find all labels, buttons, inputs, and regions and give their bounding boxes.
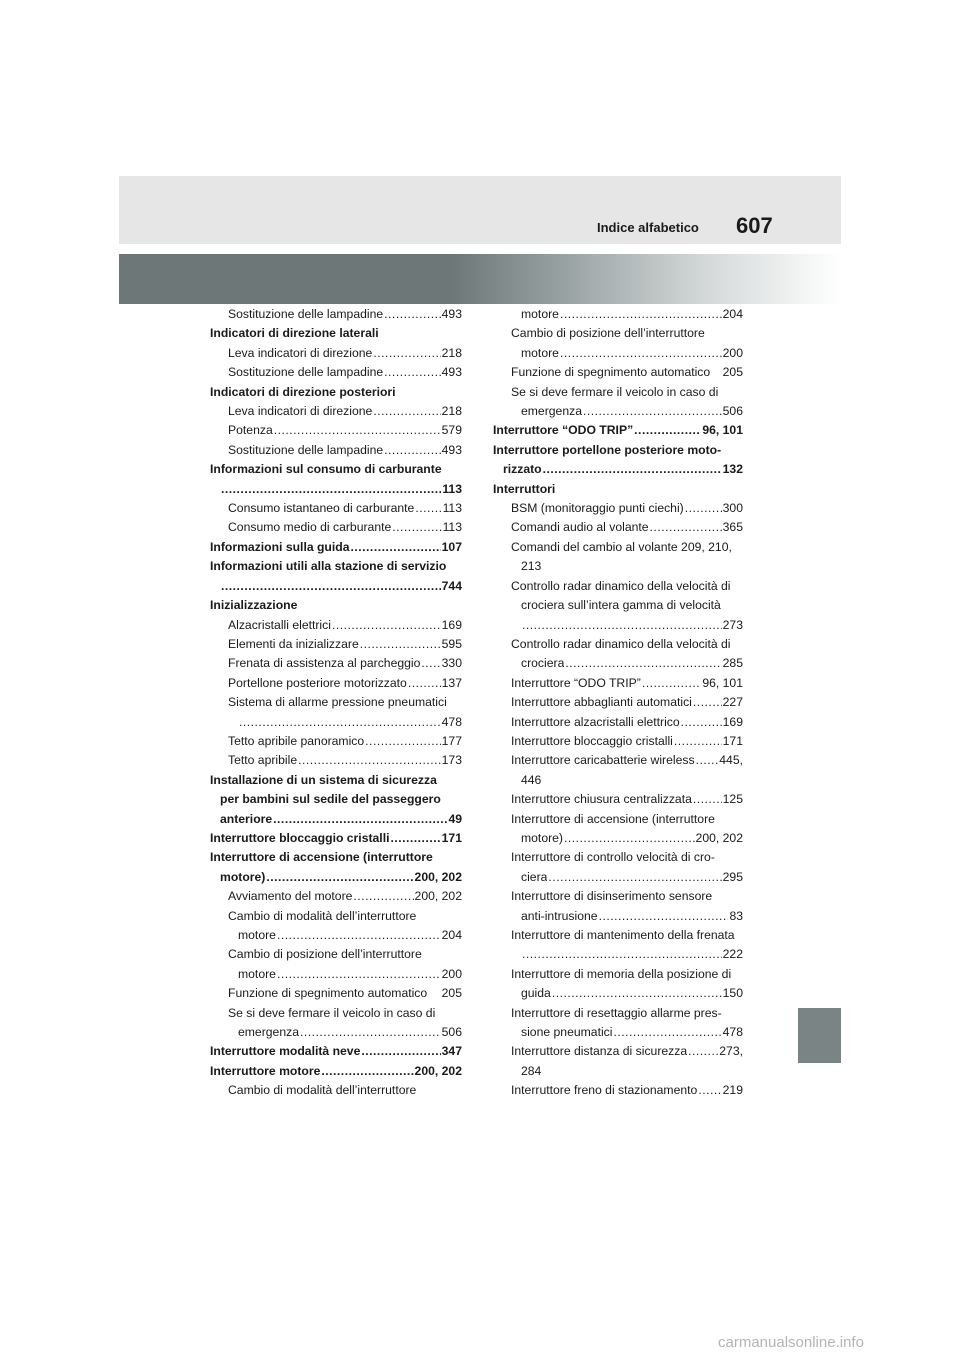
index-entry-page: 113 xyxy=(442,501,462,516)
dot-leader xyxy=(273,810,447,829)
index-entry-label: per bambini sul sedile del passeggero xyxy=(220,792,441,807)
index-entry xyxy=(493,790,743,809)
index-entry-label: Interruttore di disinserimento sensore xyxy=(511,889,713,904)
index-entry xyxy=(493,984,743,1003)
index-entry-page: 205 xyxy=(441,986,462,1001)
index-entry-page: 125 xyxy=(722,792,743,807)
dot-leader xyxy=(392,518,441,537)
index-entry xyxy=(210,732,462,751)
dot-leader xyxy=(564,829,695,848)
index-entry-page: 171 xyxy=(441,830,462,845)
index-entry xyxy=(210,1042,462,1061)
index-entry xyxy=(493,751,743,770)
index-entry xyxy=(493,868,743,887)
index-entry-page: 595 xyxy=(441,636,462,651)
index-entry-label: motore xyxy=(238,966,276,981)
dot-leader xyxy=(298,751,441,770)
index-entry-label: Interruttore “ODO TRIP” xyxy=(511,675,641,690)
index-entry-page: 365 xyxy=(722,520,743,535)
index-entry-page: 219 xyxy=(722,1083,743,1098)
index-entry-label: 213 xyxy=(521,559,542,574)
index-entry-label: Cambio di posizione dell’interruttore xyxy=(228,947,422,962)
index-entry-label: Interruttore di mantenimento della frenata xyxy=(511,928,735,942)
index-entry-page: 204 xyxy=(722,307,743,321)
index-entry xyxy=(210,713,462,732)
index-entry xyxy=(210,421,462,440)
index-entry xyxy=(210,616,462,635)
index-entry-label: Comandi del cambio al volante 209, 210, xyxy=(511,539,732,554)
index-entry xyxy=(210,887,462,906)
section-thumb-tab xyxy=(798,1008,841,1063)
index-entry-label: motore xyxy=(521,307,559,321)
index-entry xyxy=(210,1062,462,1081)
dot-leader xyxy=(239,713,441,732)
index-entry-page: 445, xyxy=(719,753,743,768)
index-entry-label: motore xyxy=(521,345,559,360)
index-entry-label: Informazioni sul consumo di carburante xyxy=(210,462,442,477)
index-entry-label: Cambio di modalità dell’interruttore xyxy=(228,1083,417,1098)
index-entry xyxy=(493,1004,743,1023)
dot-leader xyxy=(321,1062,413,1081)
index-entry xyxy=(493,383,743,402)
dot-leader xyxy=(373,344,440,363)
index-entry-label: Interruttore abbaglianti automatici xyxy=(511,695,692,710)
index-entry-page: 330 xyxy=(441,656,462,671)
index-entry-label: Interruttore alzacristalli elettrico xyxy=(511,714,680,729)
index-entry xyxy=(210,654,462,673)
index-entry-label: Informazioni sulla guida xyxy=(210,539,350,554)
index-entry-page: 169 xyxy=(441,617,462,632)
index-entry-label: Interruttore bloccaggio cristalli xyxy=(210,830,390,845)
index-entry-label: Consumo istantaneo di carburante xyxy=(228,501,415,516)
index-entry xyxy=(210,868,462,887)
index-entry xyxy=(493,577,743,596)
index-entry-label: sione pneumatici xyxy=(521,1025,613,1040)
index-entry xyxy=(210,810,462,829)
index-entry-page: 137 xyxy=(441,675,462,690)
index-entry-page: 300 xyxy=(722,501,743,516)
index-entry xyxy=(493,518,743,537)
index-entry xyxy=(493,848,743,867)
index-entry-page: 177 xyxy=(441,733,462,748)
dot-leader xyxy=(583,402,722,421)
index-entry xyxy=(493,616,743,635)
index-entry-label: Avviamento del motore xyxy=(228,889,353,904)
index-entry xyxy=(493,305,743,324)
index-entry-page: 83 xyxy=(729,908,743,923)
index-entry-label: Cambio di modalità dell’interruttore xyxy=(228,908,417,923)
index-entry xyxy=(493,732,743,751)
index-entry xyxy=(210,693,462,712)
index-entry xyxy=(493,460,743,479)
index-entry-label: Frenata di assistenza al parcheggio xyxy=(228,656,421,671)
dot-leader xyxy=(522,616,722,635)
header-band xyxy=(119,176,841,244)
index-entry xyxy=(493,557,743,576)
dot-leader xyxy=(548,868,721,887)
dot-leader xyxy=(565,654,721,673)
dot-leader xyxy=(221,577,441,596)
index-entry xyxy=(210,907,462,926)
section-title: Indice alfabetico xyxy=(597,220,699,235)
index-entry-label: Indicatori di direzione posteriori xyxy=(210,384,396,399)
index-entry-label: BSM (monitoraggio punti ciechi) xyxy=(511,501,684,516)
index-entry xyxy=(493,945,743,964)
index-entry-page: 493 xyxy=(441,442,462,457)
dot-leader xyxy=(221,480,441,499)
dot-leader xyxy=(522,945,722,964)
dot-leader xyxy=(693,693,722,712)
index-column-left xyxy=(210,305,462,1101)
index-entry-label: Interruttore distanza di sicurezza xyxy=(511,1044,688,1059)
index-entry xyxy=(493,1062,743,1081)
index-entry xyxy=(493,441,743,460)
index-entry-label: Inizializzazione xyxy=(210,598,298,613)
index-entry xyxy=(210,441,462,460)
index-entry xyxy=(493,887,743,906)
index-entry-label: Interruttore chiusura centralizzata xyxy=(511,792,692,807)
index-entry-label: guida xyxy=(521,986,551,1001)
index-entry-label: Tetto apribile xyxy=(228,753,298,768)
dot-leader xyxy=(353,887,413,906)
index-entry-label: Controllo radar dinamico della velocità di xyxy=(511,578,731,593)
index-entry xyxy=(493,771,743,790)
index-entry xyxy=(493,965,743,984)
dot-leader xyxy=(421,654,440,673)
dot-leader xyxy=(277,926,441,945)
index-entry-page: 200 xyxy=(441,966,462,981)
index-entry xyxy=(210,480,462,499)
index-entry-label: Interruttore di accensione (interruttore xyxy=(210,850,433,865)
index-entry xyxy=(493,713,743,732)
index-entry xyxy=(210,577,462,596)
index-entry xyxy=(493,810,743,829)
index-entry-page: 107 xyxy=(441,539,462,554)
dot-leader xyxy=(642,674,702,693)
index-entry-page: 218 xyxy=(441,345,462,360)
index-entry xyxy=(210,674,462,693)
dot-leader xyxy=(384,441,441,460)
index-entry-page: 478 xyxy=(722,1025,743,1040)
index-entry-label: Sostituzione delle lampadine xyxy=(228,307,384,321)
dot-leader xyxy=(332,616,441,635)
dot-leader xyxy=(266,868,413,887)
index-entry-label: Sostituzione delle lampadine xyxy=(228,442,384,457)
dot-leader xyxy=(384,363,441,382)
index-entry-label: Interruttore di resettaggio allarme pres- xyxy=(511,1005,722,1020)
index-entry-label: Interruttore motore xyxy=(210,1063,321,1078)
index-entry xyxy=(493,1023,743,1042)
index-entry xyxy=(210,1004,462,1023)
index-entry xyxy=(493,363,743,382)
index-entry xyxy=(493,635,743,654)
index-entry xyxy=(210,848,462,867)
index-entry-page: 493 xyxy=(441,307,462,321)
index-entry xyxy=(210,402,462,421)
index-entry xyxy=(210,518,462,537)
index-entry xyxy=(210,538,462,557)
dot-leader xyxy=(681,713,722,732)
index-entry-label: Interruttore modalità neve xyxy=(210,1044,361,1059)
dot-leader xyxy=(560,305,722,324)
index-entry xyxy=(210,305,462,324)
index-entry-label: Funzione di spegnimento automatico xyxy=(511,365,711,380)
dot-leader xyxy=(650,518,722,537)
index-entry-page: 96, 101 xyxy=(702,423,743,438)
index-entry xyxy=(493,344,743,363)
dot-leader xyxy=(390,829,440,848)
index-entry-label: Se si deve fermare il veicolo in caso di xyxy=(511,384,719,399)
dot-leader xyxy=(384,305,441,324)
index-entry-label: 446 xyxy=(521,772,542,787)
watermark: carmanualsonline.info xyxy=(718,1334,864,1351)
index-entry-page: 200, 202 xyxy=(414,889,462,904)
index-entry-page: 285 xyxy=(722,656,743,671)
index-entry xyxy=(493,907,743,926)
index-entry xyxy=(493,402,743,421)
index-entry-label: Alzacristalli elettrici xyxy=(228,617,331,632)
index-entry xyxy=(493,1081,743,1100)
dot-leader xyxy=(560,344,722,363)
index-entry xyxy=(493,538,743,557)
dot-leader xyxy=(365,732,440,751)
index-entry xyxy=(210,751,462,770)
index-entry-label: Interruttore di memoria della posizione di xyxy=(511,966,732,981)
index-entry xyxy=(210,596,462,615)
index-entry-label: Cambio di posizione dell’interruttore xyxy=(511,326,705,341)
index-entry xyxy=(493,926,743,945)
index-entry xyxy=(210,344,462,363)
index-entry-page: 506 xyxy=(722,404,743,419)
dot-leader xyxy=(543,460,722,479)
index-entry-label: Controllo radar dinamico della velocità di xyxy=(511,636,731,651)
index-entry-page: 113 xyxy=(442,520,462,535)
index-entry-page: 173 xyxy=(441,753,462,768)
dot-leader xyxy=(360,635,441,654)
dot-leader xyxy=(613,1023,721,1042)
index-entry-page: 347 xyxy=(441,1044,462,1059)
index-entry xyxy=(210,557,462,576)
index-entry-page: 227 xyxy=(722,695,743,710)
index-entry-label: crociera xyxy=(521,656,565,671)
index-entry-label: crociera sull’intera gamma di velocità xyxy=(521,598,721,613)
index-entry-page: 218 xyxy=(441,404,462,419)
index-entry xyxy=(210,499,462,518)
dot-leader xyxy=(674,732,722,751)
index-entry-page: 200, 202 xyxy=(695,830,743,845)
index-entry-label: anti-intrusione xyxy=(521,908,598,923)
index-entry-label: emergenza xyxy=(238,1025,299,1040)
index-entry xyxy=(493,480,743,499)
index-entry-label: rizzato xyxy=(503,462,542,477)
index-entry-page: 49 xyxy=(448,811,462,826)
index-entry-label: ciera xyxy=(521,869,548,884)
index-entry-label: Comandi audio al volante xyxy=(511,520,649,535)
index-entry-label: Interruttore freno di stazionamento xyxy=(511,1083,698,1098)
index-entry xyxy=(493,499,743,518)
index-entry-label: Interruttore di accensione (interruttore xyxy=(511,811,715,826)
dot-leader xyxy=(415,499,441,518)
index-entry-label: Consumo medio di carburante xyxy=(228,520,392,535)
index-entry-label: Leva indicatori di direzione xyxy=(228,345,373,360)
index-entry-label: Interruttori xyxy=(493,481,556,496)
index-entry xyxy=(493,654,743,673)
index-entry-page: 171 xyxy=(722,733,743,748)
index-entry xyxy=(493,596,743,615)
index-entry xyxy=(493,324,743,343)
index-entry-label: Interruttore portellone posteriore moto- xyxy=(493,442,722,457)
index-entry-page: 579 xyxy=(441,423,462,438)
index-entry-page: 113 xyxy=(442,481,462,496)
index-entry xyxy=(210,945,462,964)
index-entry xyxy=(493,829,743,848)
index-entry-label: Sistema di allarme pressione pneumatici xyxy=(228,695,447,710)
index-entry-page: 506 xyxy=(441,1025,462,1040)
index-entry-label: Funzione di spegnimento automatico xyxy=(228,986,428,1001)
index-entry-label: Interruttore “ODO TRIP” xyxy=(493,423,634,438)
index-entry-page: 96, 101 xyxy=(702,675,743,690)
index-column-right xyxy=(493,305,743,1101)
index-entry xyxy=(210,965,462,984)
index-entry-label: Tetto apribile panoramico xyxy=(228,733,365,748)
dot-leader xyxy=(277,965,441,984)
index-entry-label: Elementi da inizializzare xyxy=(228,636,359,651)
dot-leader xyxy=(634,421,701,440)
index-entry-label: Installazione di un sistema di sicurezza xyxy=(210,772,437,787)
index-entry-label: Interruttore bloccaggio cristalli xyxy=(511,733,673,748)
index-entry-label: motore xyxy=(238,928,276,942)
index-entry-label: Potenza xyxy=(228,423,273,438)
decorative-gradient-bar xyxy=(119,254,841,304)
index-entry-page: 200 xyxy=(722,345,743,360)
dot-leader xyxy=(351,538,441,557)
index-entry-page: 478 xyxy=(441,714,462,729)
index-entry-page: 273, xyxy=(719,1044,743,1059)
dot-leader xyxy=(693,790,722,809)
index-entry-label: motore) xyxy=(220,869,266,884)
dot-leader xyxy=(698,1081,721,1100)
index-entry-label: Se si deve fermare il veicolo in caso di xyxy=(228,1005,436,1020)
index-entry-page: 200, 202 xyxy=(414,1063,462,1078)
index-entry-label: emergenza xyxy=(521,404,582,419)
index-entry xyxy=(210,790,462,809)
index-entry-page: 273 xyxy=(722,617,743,632)
index-entry-page: 150 xyxy=(722,986,743,1001)
index-entry-page: 744 xyxy=(441,578,462,593)
index-entry-label: Indicatori di direzione laterali xyxy=(210,326,379,341)
index-entry xyxy=(210,383,462,402)
index-entry-label: Sostituzione delle lampadine xyxy=(228,365,384,380)
dot-leader xyxy=(361,1042,440,1061)
dot-leader xyxy=(688,1042,718,1061)
index-entry-label: anteriore xyxy=(220,811,273,826)
index-entry-page: 204 xyxy=(441,928,462,942)
index-entry-label: motore) xyxy=(521,830,563,845)
index-entry-label: Portellone posteriore motorizzato xyxy=(228,675,407,690)
dot-leader xyxy=(552,984,722,1003)
index-entry xyxy=(493,693,743,712)
index-entry-page: 132 xyxy=(722,462,743,477)
index-entry-page: 200, 202 xyxy=(414,869,462,884)
dot-leader xyxy=(300,1023,441,1042)
index-entry xyxy=(210,1081,462,1100)
dot-leader xyxy=(274,421,441,440)
index-entry xyxy=(493,1042,743,1061)
dot-leader xyxy=(408,674,441,693)
index-entry xyxy=(210,1023,462,1042)
index-entry xyxy=(210,926,462,945)
index-entry xyxy=(493,674,743,693)
index-entry-label: 284 xyxy=(521,1063,542,1078)
index-entry xyxy=(210,829,462,848)
index-entry xyxy=(210,984,462,1003)
index-entry xyxy=(210,771,462,790)
dot-leader xyxy=(599,907,729,926)
page-number: 607 xyxy=(736,213,773,238)
index-entry xyxy=(210,324,462,343)
index-entry-page: 205 xyxy=(722,365,743,380)
dot-leader xyxy=(696,751,719,770)
index-entry-label: Interruttore caricabatterie wireless xyxy=(511,753,695,768)
index-entry-page: 222 xyxy=(722,947,743,962)
index-entry-label: Interruttore di controllo velocità di cro- xyxy=(511,850,715,865)
index-entry xyxy=(210,363,462,382)
index-entry-page: 295 xyxy=(722,869,743,884)
index-entry-page: 169 xyxy=(722,714,743,729)
index-entry xyxy=(493,421,743,440)
index-entry-label: Leva indicatori di direzione xyxy=(228,404,373,419)
index-entry-page: 493 xyxy=(441,365,462,380)
dot-leader xyxy=(373,402,440,421)
index-entry-label: Informazioni utili alla stazione di servizio xyxy=(210,559,447,574)
index-entry xyxy=(210,460,462,479)
index-entry xyxy=(210,635,462,654)
dot-leader xyxy=(685,499,722,518)
